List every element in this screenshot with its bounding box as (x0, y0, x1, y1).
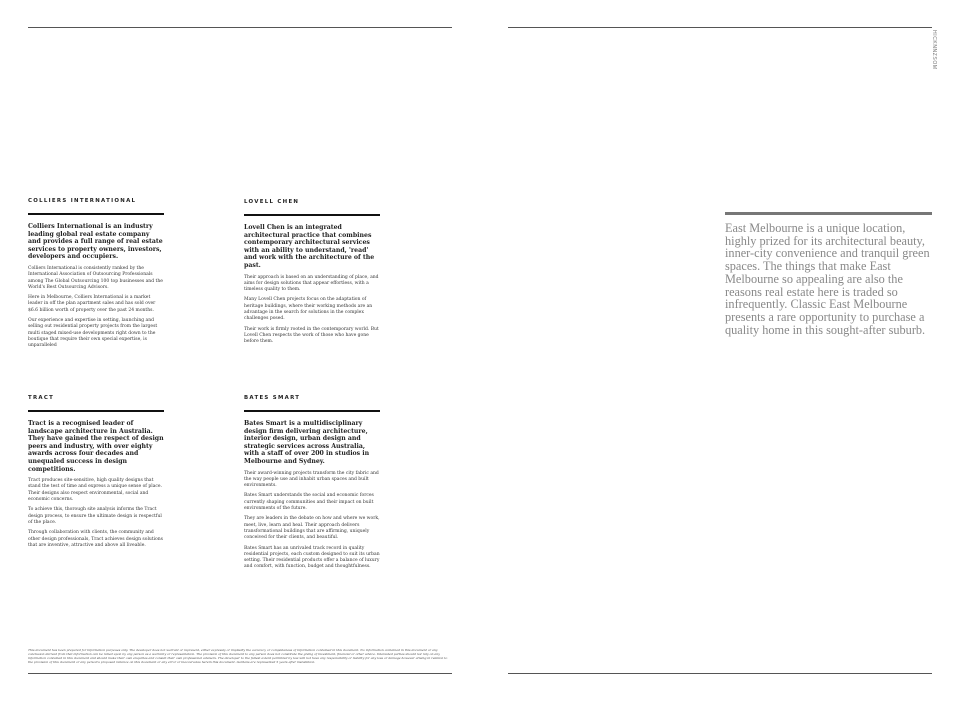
section-lead: Bates Smart is a multidisciplinary design firm delivering architecture, interior design, urban design and strategic services across Australia, with a staff of over 200 in studios in Melbourne and Sydney. (244, 420, 370, 465)
section-lead: Tract is a recognised leader of landscape architecture in Australia. They have gained the respect of design peers and industry, with over eighty awards across four decades and unequaled success in design competitions. (28, 420, 164, 473)
section-paragraph: They are leaders in the debate on how and where we work, meet, live, learn and heal. Their approach delivers transformational buildings that are affirming, uniquely conceived for their clients, and beautiful. (244, 516, 380, 541)
section-paragraph: Their award-winning projects transform the city fabric and the way people use and inhabit urban spaces and built environments. (244, 470, 379, 489)
section-paragraph: Bates Smart understands the social and economic forces currently shaping communities and their impact on built environments of the future. (244, 493, 374, 512)
section-lead: Lovell Chen is an integrated architectural practice that combines contemporary architectural services with an ability to understand, 'read' and work with the architecture of the past. (244, 224, 375, 269)
section-paragraph: Tract produces site-sensitive, high quality designs that stand the test of time and express a unique sense of place. Their designs also respect environmental, social and economic concerns. (28, 478, 162, 503)
section-paragraph: Their approach is based on an understanding of place, and aims for design solutions that appear effortless, with a timeless quality to them. (244, 274, 379, 293)
bottom-rule-right (508, 673, 932, 674)
section-heading: COLLIERS INTERNATIONAL (28, 198, 137, 204)
section-bar (244, 214, 380, 216)
section-heading: TRACT (28, 395, 55, 401)
disclaimer: This document has been prepared for information purposes only. The developer does not warrant or represent, either expressly or impliedly the accuracy or completeness of information contained in this document. No information contained in this document or any conclusion derived from that information can be relied upon by any person as a warranty or representation. The provision of this document to any person does not constitute the giving of investment, financial or other advice. Interested parties should not rely on any information contained in this document and should make their own enquiries and consult their own professional advisers. The developer to the fullest extent permitted by law will not have any responsibility or liability for any loss or damage however arising in relation to the provision of this document or any person's proposed reliance on this document or any error or inaccuracies herein this document. Gardens are represented 5 years after installation. (28, 648, 448, 664)
section-heading: LOVELL CHEN (244, 199, 300, 205)
spine-text: HICKNNZSOM (931, 30, 937, 70)
top-rule-right (508, 27, 932, 28)
pull-quote: East Melbourne is a unique location, highly prized for its architectural beauty, inner-city convenience and tranquil green spaces. The things that make East Melbourne so appealing are also the reasons real estate here is traded so infrequently. Classic East Melbourne presents a rare opportunity to purchase a quality home in this sought-after suburb. (725, 221, 930, 337)
quote-bar (725, 212, 932, 215)
section-lead: Colliers International is an industry leading global real estate company and provides a full range of real estate services to property owners, investors, developers and occupiers. (28, 223, 163, 261)
section-paragraph: Their work is firmly rooted in the contemporary world. But Lovell Chen respects the work of those who have gone before them. (244, 326, 379, 345)
section-paragraph: Our experience and expertise in setting, launching and selling out residential property projects from the largest multi staged mixed-use developments right down to the boutique that require their own special expertise, is unparalleled (28, 318, 158, 349)
section-bates-smart (244, 395, 380, 575)
section-tract (28, 395, 164, 553)
top-rule-left (28, 27, 452, 28)
bottom-rule-left (28, 673, 452, 674)
section-bar (28, 213, 164, 215)
section-paragraph: Through collaboration with clients, the community and other design professionals, Tract achieves design solutions that are inventive, attractive and above all liveable. (28, 530, 163, 548)
section-heading: BATES SMART (244, 395, 301, 401)
section-paragraph: Colliers International is consistently ranked by the International Association of Outsourcing Professionals among The Global Outsourcing 100 top businesses and the World's Best Outsourcing Advisors. (28, 265, 163, 290)
section-lovell-chen (244, 199, 380, 350)
section-bar (28, 410, 164, 412)
section-paragraph: Many Lovell Chen projects focus on the adaptation of heritage buildings, where their working methods are an advantage in the search for solutions in the complex challenges posed. (244, 297, 373, 322)
section-bar (244, 410, 380, 412)
section-colliers (28, 198, 164, 354)
section-paragraph: Here in Melbourne, Colliers International is a market leader in off the plan apartment sales and has sold over $6.6 billion worth of property over the past 24 months. (28, 295, 156, 313)
section-paragraph: To achieve this, thorough site analysis informs the Tract design process, to ensure the ultimate design is respectful of the place. (28, 507, 162, 525)
section-paragraph: Bates Smart has an unrivaled track record in quality residential projects, each custom designed to suit its urban setting. Their residential products offer a balance of luxury and comfort, with function, budget and thoughtfulness. (244, 545, 380, 570)
